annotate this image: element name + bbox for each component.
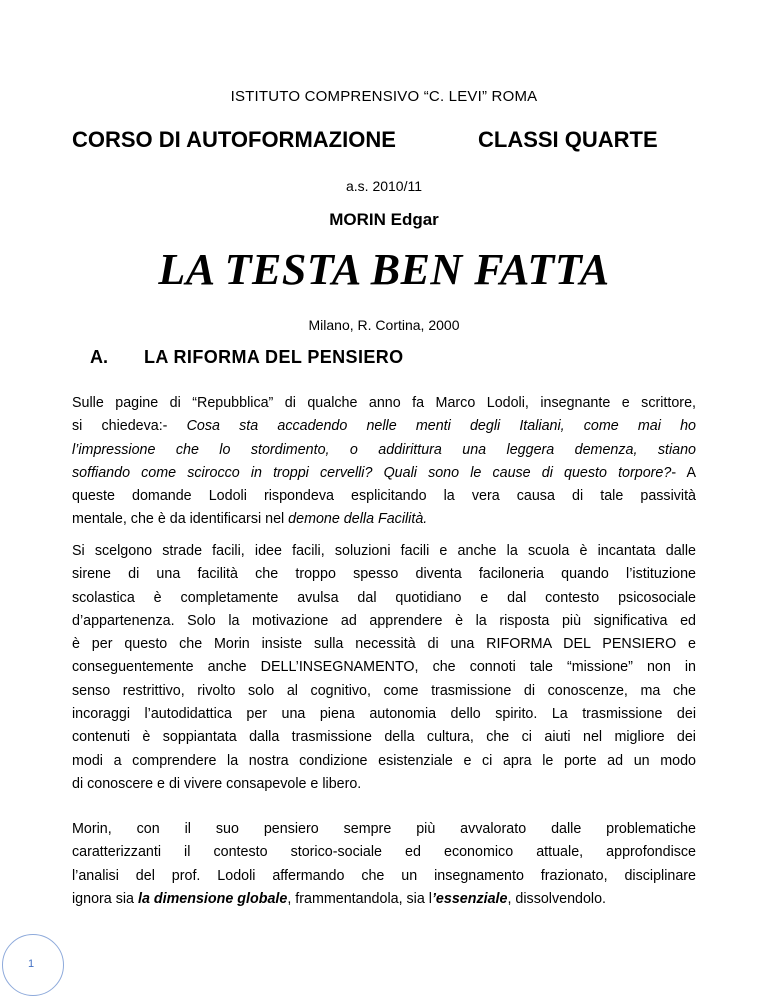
text-line xyxy=(72,462,696,485)
section-letter: A. xyxy=(90,347,108,367)
text-line: sirene di una facilità che troppo spesso diventa faciloneria quando l’istituzione xyxy=(72,566,696,583)
section-title: LA RIFORMA DEL PENSIERO xyxy=(144,347,404,367)
text-line: Morin, con il suo pensiero sempre più avvalorato dalle problematiche xyxy=(72,821,696,837)
text-line: contenuti è soppiantata dalla trasmissione della cultura, che ci aiuti nel migliore dei xyxy=(72,729,696,746)
emphasis-bold-italic: la dimensione globale xyxy=(137,890,288,907)
text-run: mentale, che è da identificarsi nel xyxy=(72,511,289,528)
text-line xyxy=(72,508,696,531)
course-classes: CLASSI QUARTE xyxy=(478,127,658,152)
book-title: LA TESTA BEN FATTA xyxy=(158,245,610,294)
text-run: , frammentandola, sia l xyxy=(287,890,432,907)
emphasis-italic: demone della Facilità. xyxy=(288,511,428,528)
text-line: l’analisi del prof. Lodoli affermando che un insegnamento frazionato, disciplinare xyxy=(72,867,696,884)
text-line: Sulle pagine di “Repubblica” di qualche anno fa Marco Lodoli, insegnante e scrittore, xyxy=(72,395,696,411)
paragraph-2 xyxy=(72,540,696,796)
course-title: CORSO DI AUTOFORMAZIONE xyxy=(72,127,396,152)
text-line xyxy=(72,415,696,438)
text-line: d’appartenenza. Solo la motivazione ad apprendere è la risposta più significativa ed xyxy=(72,612,696,629)
paragraph-3 xyxy=(72,818,696,911)
text-line: di conoscere e di vivere consapevole e libero. xyxy=(72,775,362,792)
text-line: senso restrittivo, rivolto solo al cognitivo, come trasmissione di conoscenze, ma che xyxy=(72,682,696,699)
book-author: MORIN Edgar xyxy=(329,210,439,229)
text-line: scolastica è completamente avulsa dal quotidiano e dal contesto psicosociale xyxy=(72,589,696,606)
page-number: 1 xyxy=(27,958,35,970)
text-line: Si scelgono strade facili, idee facili, soluzioni facili e anche la scuola è incantata dalle xyxy=(72,543,696,559)
text-line: incoraggi l’autodidattica per una piena autonomia dello spirito. La trasmissione dei xyxy=(72,706,696,723)
quote-italic: l’impressione che lo stordimento, o addirittura una leggera demenza, stiano xyxy=(72,441,696,458)
paragraph-1 xyxy=(72,392,696,532)
text-run: ignora sia xyxy=(72,890,138,907)
quote-italic: soffiando come scirocco in troppi cervelli? Quali sono le cause di questo torpore? xyxy=(72,464,672,481)
text-run: , dissolvendolo. xyxy=(507,890,607,907)
emphasis-bold-italic: ’essenziale xyxy=(431,890,508,907)
text-run: si chiedeva:- xyxy=(72,418,187,435)
text-line: conseguentemente anche DELL’INSEGNAMENTO, che connoti tale “missione” non in xyxy=(72,659,696,676)
text-line: è per questo che Morin insiste sulla necessità di una RIFORMA DEL PENSIERO e xyxy=(72,636,696,653)
institute-name: ISTITUTO COMPRENSIVO “C. LEVI” ROMA xyxy=(230,88,538,105)
quote-italic: Cosa sta accadendo nelle menti degli Italiani, come mai ho xyxy=(186,418,696,435)
text-line: queste domande Lodoli rispondeva esplicitando la vera causa di tale passività xyxy=(72,488,696,505)
text-line xyxy=(72,888,696,911)
text-line: caratterizzanti il contesto storico-sociale ed economico attuale, approfondisce xyxy=(72,844,696,861)
text-run: - A xyxy=(671,464,696,481)
publisher-info: Milano, R. Cortina, 2000 xyxy=(308,317,460,333)
text-line: modi a comprendere la nostra condizione esistenziale e ci apra le porte ad un modo xyxy=(72,752,696,769)
school-year: a.s. 2010/11 xyxy=(345,178,423,194)
